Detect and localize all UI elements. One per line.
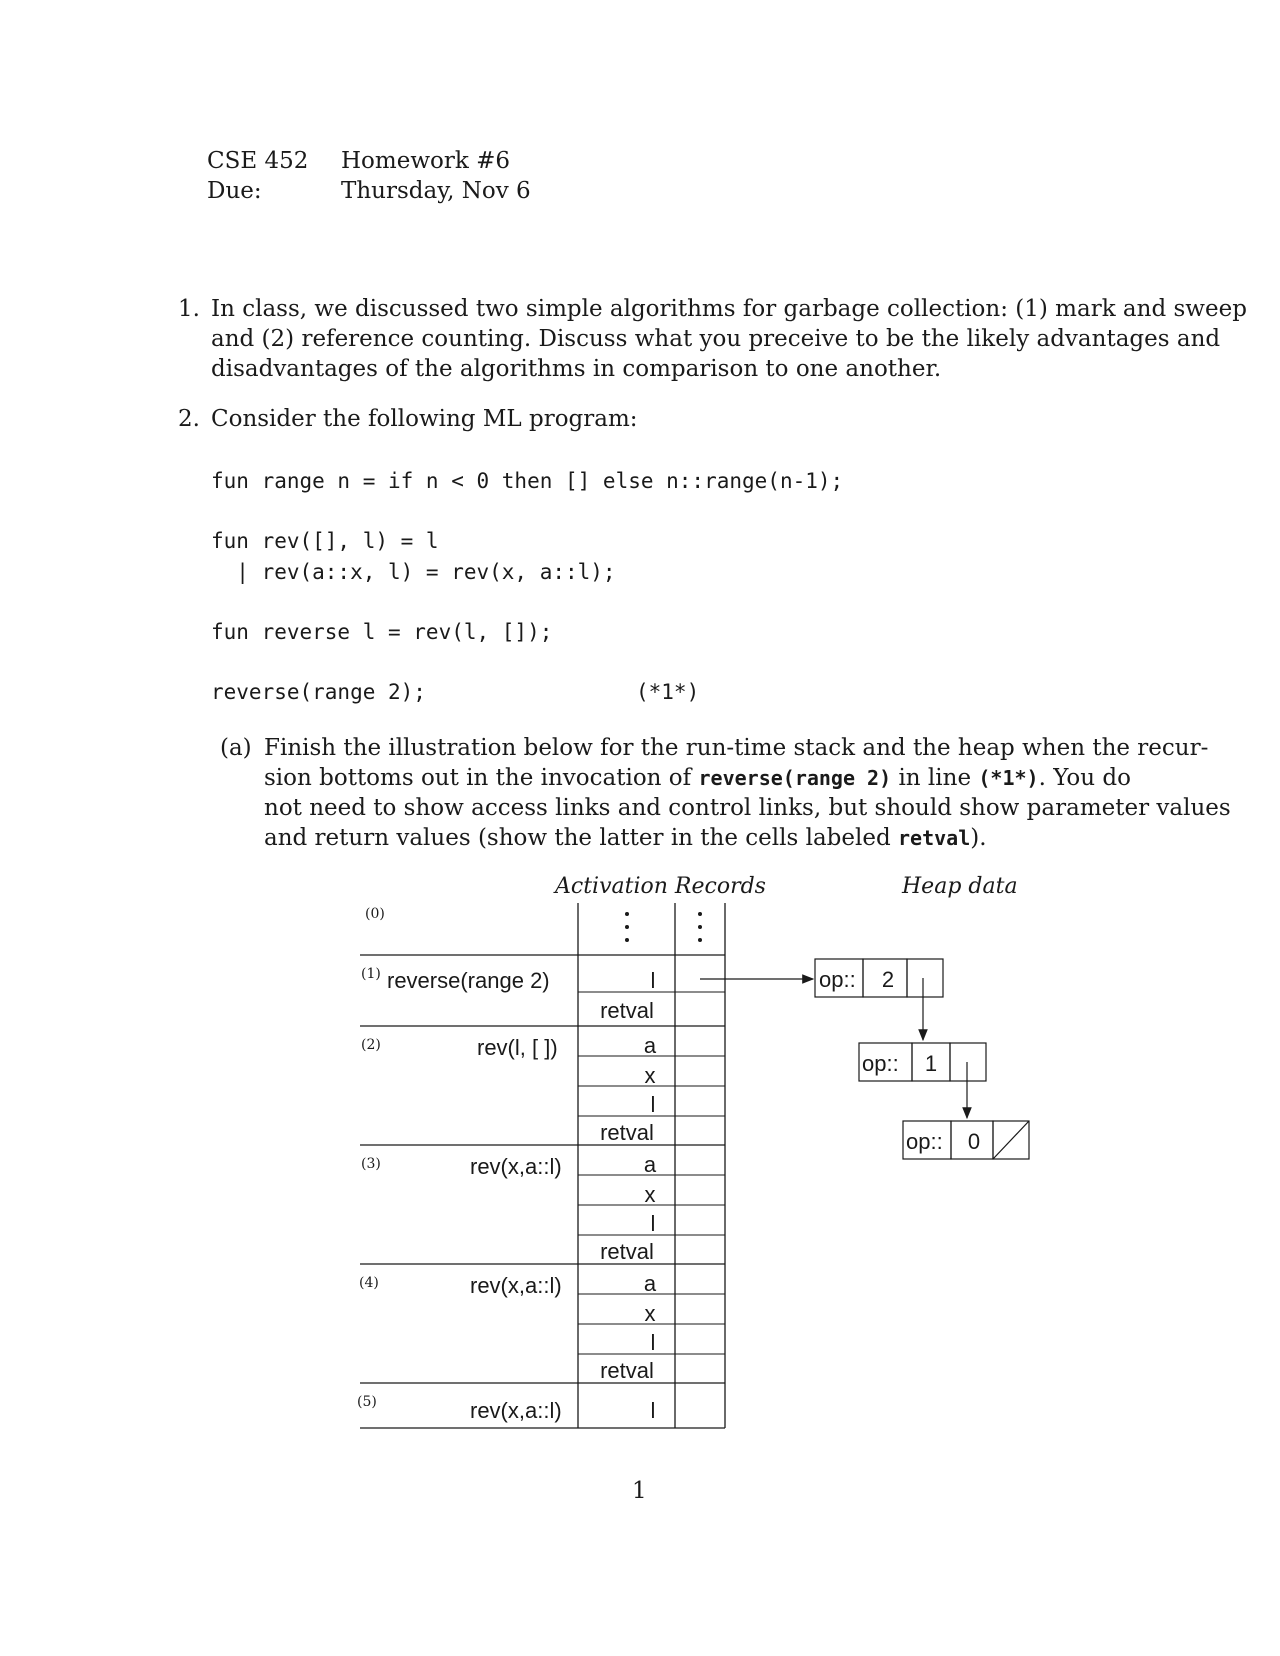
- cell-label: a: [643, 1271, 657, 1296]
- code-line-rev-2: | rev(a::x, l) = rev(x, a::l);: [211, 560, 616, 584]
- part-a-code-marker: (*1*): [978, 766, 1039, 790]
- cell-label: retval: [600, 1239, 654, 1264]
- part-a-line-2-mid: in line: [891, 765, 979, 791]
- cell-label: x: [644, 1063, 656, 1088]
- nil-slash-icon: [993, 1121, 1029, 1159]
- frame-index-0: (0): [365, 906, 385, 922]
- cell-label: retval: [600, 998, 654, 1023]
- course-label: CSE 452: [207, 148, 309, 174]
- frame-index-3: (3): [361, 1156, 381, 1172]
- cell-label: l: [650, 1211, 656, 1236]
- part-a-line-4-end: ).: [970, 825, 987, 851]
- heap-op-label: op::: [906, 1129, 943, 1154]
- question-1-line-1: In class, we discussed two simple algorithms for garbage collection: (1) mark and sweep: [211, 296, 1247, 322]
- assignment-title: Homework #6: [341, 148, 511, 174]
- frame-index-1: (1): [361, 966, 381, 982]
- ellipsis-icon: [625, 912, 702, 942]
- frame-label-2: rev(l, [ ]): [477, 1035, 558, 1060]
- cell-label: x: [644, 1182, 656, 1207]
- code-line-reverse: fun reverse l = rev(l, []);: [211, 620, 553, 644]
- part-a-code-reverse: reverse(range 2): [698, 766, 892, 790]
- due-label: Due:: [207, 178, 262, 204]
- question-2-intro: Consider the following ML program:: [211, 406, 638, 432]
- heap-cell-1: [859, 1043, 986, 1118]
- cell-label: l: [650, 1330, 656, 1355]
- cell-label: x: [644, 1301, 656, 1326]
- frame-index-2: (2): [361, 1037, 381, 1053]
- cell-label: l: [650, 968, 656, 993]
- heap-op-label: op::: [862, 1051, 899, 1076]
- frame-index-4: (4): [359, 1275, 379, 1291]
- code-line-call: reverse(range 2);: [211, 680, 426, 704]
- question-1-line-2: and (2) reference counting. Discuss what you preceive to be the likely advantages and: [211, 326, 1221, 352]
- frame-label-5: rev(x,a::l): [470, 1398, 562, 1423]
- part-a-line-1: Finish the illustration below for the run-time stack and the heap when the recur-: [264, 735, 1209, 761]
- frame-label-4: rev(x,a::l): [470, 1273, 562, 1298]
- frame-label-1: reverse(range 2): [387, 968, 550, 993]
- question-1-line-3: disadvantages of the algorithms in comparison to one another.: [211, 356, 942, 382]
- cell-label: retval: [600, 1120, 654, 1145]
- heap-value: 0: [967, 1129, 981, 1154]
- part-a-line-2-text: sion bottoms out in the invocation of: [264, 765, 699, 791]
- cell-label: l: [650, 1398, 656, 1423]
- part-a-code-retval: retval: [898, 826, 971, 850]
- cell-label: a: [643, 1152, 657, 1177]
- heap-value: 2: [881, 967, 895, 992]
- heap-value: 1: [924, 1051, 938, 1076]
- cell-label: l: [650, 1092, 656, 1117]
- cell-label: a: [643, 1033, 657, 1058]
- code-line-range: fun range n = if n < 0 then [] else n::range(n-1);: [211, 469, 844, 493]
- part-a-line-4-text: and return values (show the latter in the cells labeled: [264, 825, 899, 851]
- cell-label: retval: [600, 1358, 654, 1383]
- code-line-marker: (*1*): [636, 680, 700, 704]
- heap-title: Heap data: [902, 874, 1018, 899]
- frame-index-5: (5): [357, 1394, 377, 1410]
- part-a-label: (a): [220, 735, 252, 761]
- question-2-number: 2.: [178, 406, 200, 432]
- page-number: 1: [632, 1478, 647, 1504]
- part-a-line-3: not need to show access links and control links, but should show parameter values: [264, 795, 1231, 821]
- stack-title: Activation Records: [555, 874, 766, 899]
- heap-op-label: op::: [819, 967, 856, 992]
- question-1-number: 1.: [178, 296, 200, 322]
- due-date: Thursday, Nov 6: [341, 178, 531, 204]
- part-a-line-2-end: . You do: [1038, 765, 1131, 791]
- frame-label-3: rev(x,a::l): [470, 1154, 562, 1179]
- heap-cell-0: [903, 1121, 1029, 1159]
- heap-cell-2: [815, 959, 943, 1040]
- code-line-rev-1: fun rev([], l) = l: [211, 529, 439, 553]
